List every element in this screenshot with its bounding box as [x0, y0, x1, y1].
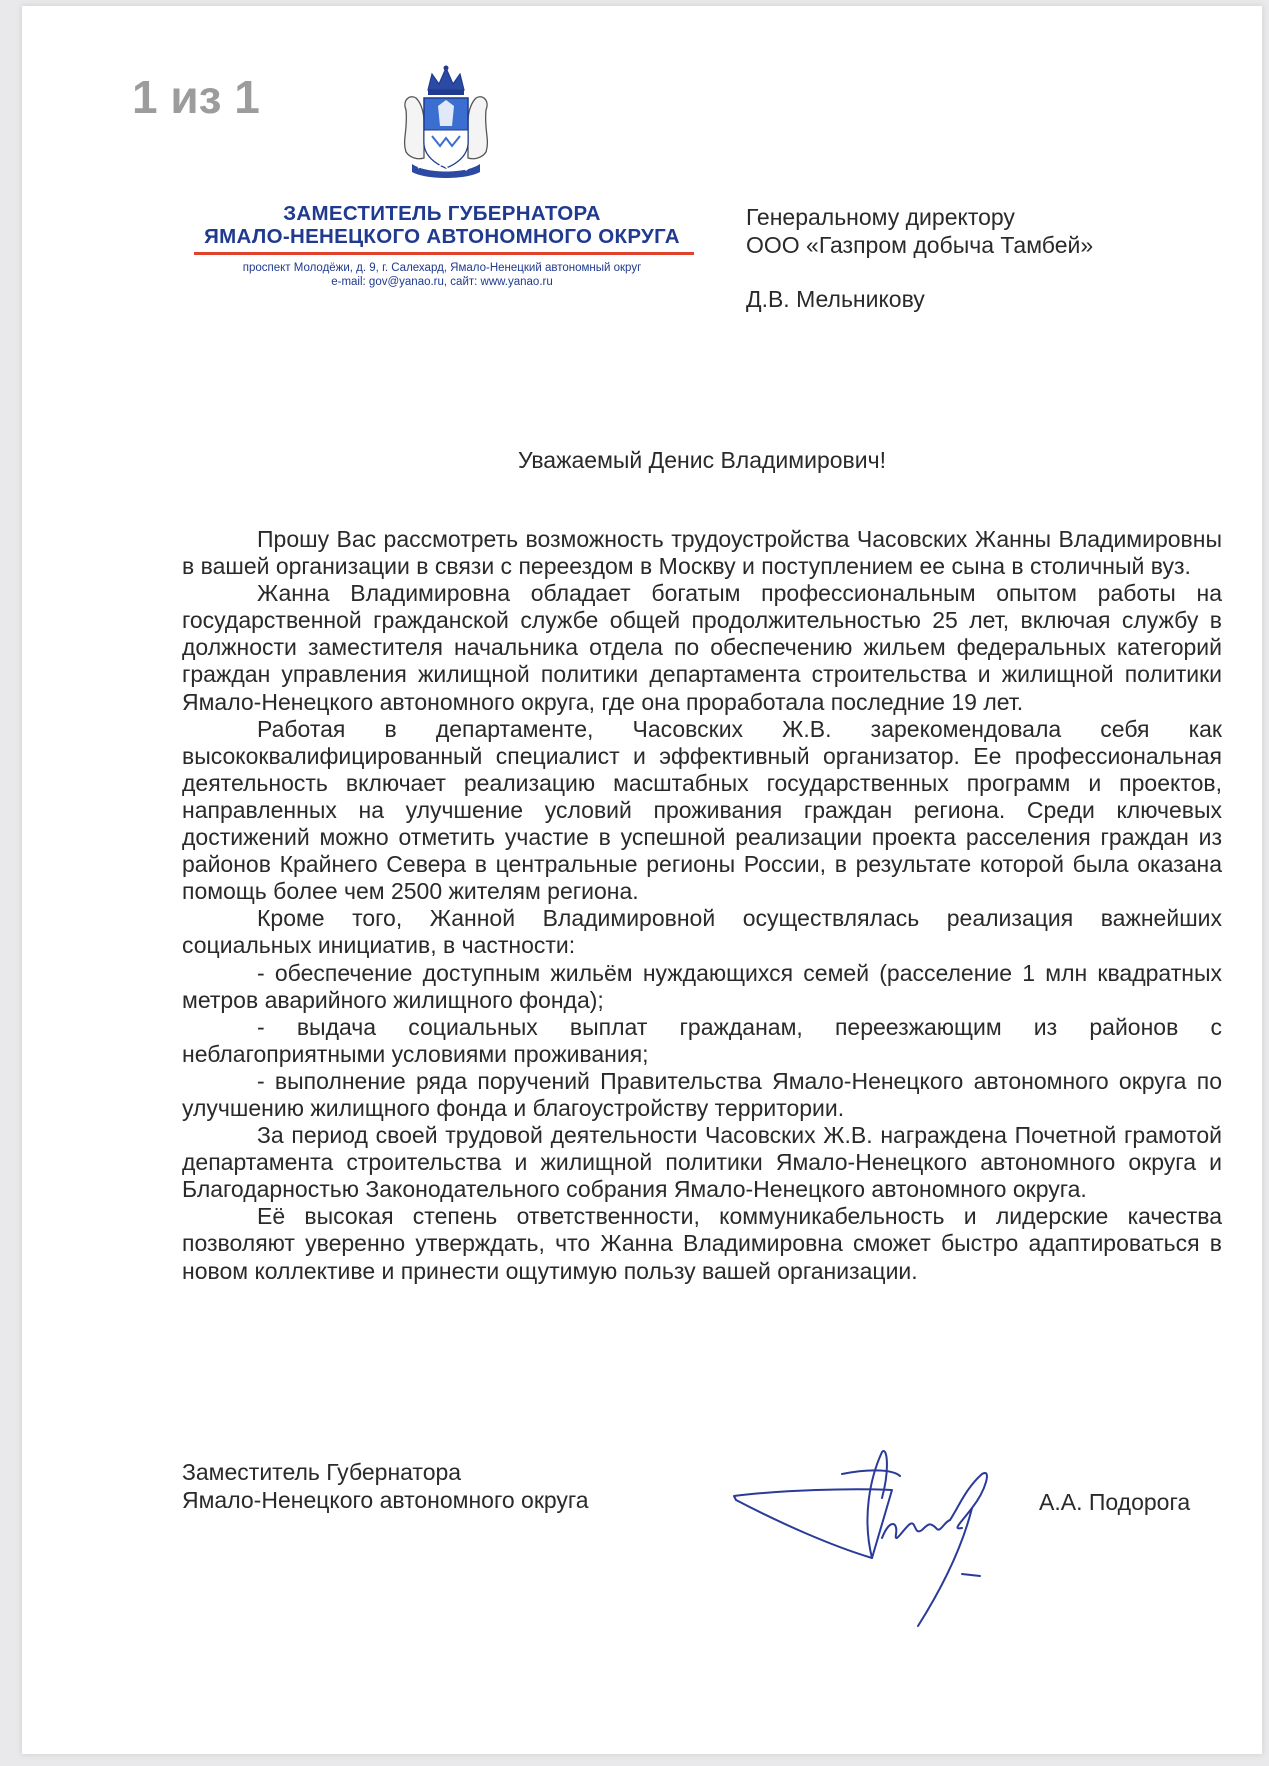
body-bullet: - выполнение ряда поручений Правительства Ямало-Ненецкого автономного округа по улучшению жилищного фонда и благоустройству территории.	[182, 1067, 1222, 1121]
letter-body	[182, 526, 1222, 1285]
letterhead-divider	[194, 252, 694, 255]
salutation: Уважаемый Денис Владимирович!	[518, 447, 886, 473]
body-paragraph: Работая в департаменте, Часовских Ж.В. зарекомендовала себя как высококвалифицированный специалист и эффективный организатор. Ее профессиональная деятельность включает реализацию масштабных государственных программ и проектов, направленных на улучшение условий проживания граждан региона. Среди ключевых достижений можно отметить участие в успешной реализации проекта расселения граждан из районов Крайнего Севера в центральные регионы России, в результате которой была оказана помощь более чем 2500 жителям региона.	[182, 715, 1222, 905]
coat-of-arms-icon	[396, 60, 496, 182]
body-bullet: - выдача социальных выплат гражданам, переезжающим из районов с неблагоприятными условиями проживания;	[182, 1013, 1222, 1067]
letterhead-contacts: e-mail: gov@yanao.ru, сайт: www.yanao.ru	[331, 276, 553, 288]
recipient-position: Генеральному директору	[746, 204, 1015, 230]
signer-name: А.А. Подорога	[1039, 1489, 1191, 1515]
letterhead-address: проспект Молодёжи, д. 9, г. Салехард, Ямало-Ненецкий автономный округ	[242, 262, 642, 274]
signer-title-line2: Ямало-Ненецкого автономного округа	[182, 1487, 589, 1513]
signer-title-line1: Заместитель Губернатора	[182, 1459, 462, 1485]
document-page	[22, 6, 1262, 1754]
body-paragraph: Кроме того, Жанной Владимировной осуществлялась реализация важнейших социальных инициатив, в частности:	[182, 905, 1222, 959]
body-paragraph: Её высокая степень ответственности, коммуникабельность и лидерские качества позволяют уверенно утверждать, что Жанна Владимировна сможет быстро адаптироваться в новом коллективе и принести ощутимую пользу вашей организации.	[182, 1203, 1222, 1284]
recipient-company: ООО «Газпром добыча Тамбей»	[746, 232, 1094, 258]
body-paragraph: За период своей трудовой деятельности Часовских Ж.В. награждена Почетной грамотой департамента строительства и жилищной политики Ямало-Ненецкого автономного округа и Благодарностью Законодательного собрания Ямало-Ненецкого автономного округа.	[182, 1122, 1222, 1203]
letterhead-title-line2: ЯМАЛО-НЕНЕЦКОГО АВТОНОМНОГО ОКРУГА	[204, 225, 680, 248]
page-counter: 1 из 1	[132, 71, 260, 123]
letterhead-title-line1: ЗАМЕСТИТЕЛЬ ГУБЕРНАТОРА	[283, 202, 601, 225]
handwritten-signature-icon	[722, 1438, 1042, 1638]
body-paragraph: Жанна Владимировна обладает богатым профессиональным опытом работы на государственной гражданской службе общей продолжительностью 25 лет, включая службу в должности заместителя начальника отдела по обеспечению жильем федеральных категорий граждан управления жилищной политики департамента строительства и жилищной политики Ямало-Ненецкого автономного округа, где она проработала последние 19 лет.	[182, 580, 1222, 715]
body-bullet: - обеспечение доступным жильём нуждающихся семей (расселение 1 млн квадратных метров аварийного жилищного фонда);	[182, 959, 1222, 1013]
recipient-name: Д.В. Мельникову	[746, 286, 925, 312]
body-paragraph: Прошу Вас рассмотреть возможность трудоустройства Часовских Жанны Владимировны в вашей организации в связи с переездом в Москву и поступлением ее сына в столичный вуз.	[182, 526, 1222, 580]
